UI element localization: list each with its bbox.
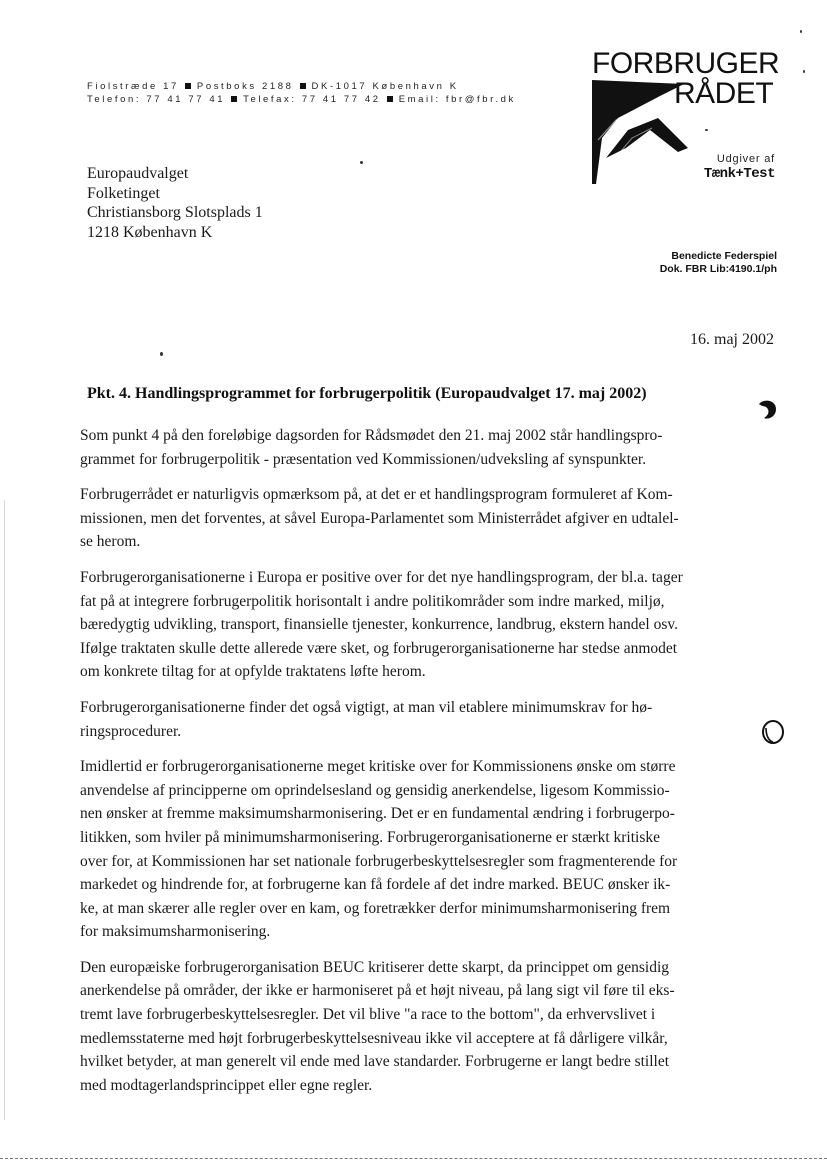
bullet-square-icon	[387, 96, 393, 102]
publisher-name: Tænk+Test	[703, 166, 775, 182]
paragraph-line: for maksimumsharmonisering.	[80, 923, 271, 941]
scan-speck	[160, 352, 163, 356]
bullet-square-icon	[300, 83, 306, 89]
bullet-square-icon	[185, 83, 191, 89]
paragraph-line: Imidlertid er forbrugerorganisationerne meget kritiske over for Kommissionens ønske om større	[80, 758, 676, 776]
publisher-label: Udgiver af	[716, 153, 775, 165]
paragraph-line: ke, at man skærer alle regler over en kam, og foretrækker derfor minimumsharmonisering frem	[80, 899, 671, 917]
recipient-address	[87, 164, 263, 242]
paragraph-line: anvendelse af principperne om oprindelsesland og gensidig anerkendelse, ligesom Kommissio-	[80, 781, 670, 799]
paragraph-line: ringsprocedurer.	[80, 722, 182, 740]
paragraph-line: anerkendelse på områder, der ikke er harmoniseret på et højt niveau, på lang sigt vil føre til eks-	[80, 982, 675, 1000]
scan-bottom-edge	[0, 1158, 827, 1159]
po-box: Postboks 2188	[196, 81, 294, 92]
body-paragraph	[80, 483, 740, 554]
paragraph-line: om konkrete tiltag for at opfylde traktatens løfte herom.	[80, 663, 426, 681]
scan-speck	[360, 161, 363, 164]
paragraph-line: over for, at Kommissionen har set nationale forbrugerbeskyttelsesregler som fragmenterende for	[80, 852, 678, 870]
logo-text-radet: RÅDET	[674, 77, 774, 110]
paragraph-line: bæredygtig udvikling, transport, finansielle tjenester, konkurrence, landbrug, ekstern handel osv.	[80, 616, 678, 634]
scan-speck	[800, 30, 802, 33]
letterhead-address	[87, 80, 516, 106]
paragraph-line: med modtagerlandsprincippet eller egne regler.	[80, 1076, 373, 1094]
punch-hole-mark-icon	[756, 398, 778, 420]
paragraph-line: nen ønsker at fremme maksimumsharmonisering. Det er en fundamental ændring i forbrugerpo-	[80, 805, 675, 823]
postal-city: DK-1017 København K	[311, 81, 459, 92]
logo-text-forbruger: FORBRUGER	[592, 47, 780, 80]
contact-line	[87, 93, 516, 106]
paragraph-line: Som punkt 4 på den foreløbige dagsorden for Rådsmødet den 21. maj 2002 står handlingspro-	[80, 427, 663, 444]
recipient-line: Folketinget	[87, 184, 160, 202]
paragraph-line: Forbrugerorganisationerne i Europa er positive over for det nye handlingsprogram, der bl.a. tager	[80, 568, 683, 586]
logo-wing-icon	[588, 78, 708, 188]
body-paragraph	[80, 696, 740, 743]
body-paragraph	[80, 755, 740, 944]
sender-name: Benedicte Federspiel	[671, 250, 777, 262]
paragraph-line: Forbrugerrådet er naturligvis opmærksom på, at det er et handlingsprogram formuleret af Kom-	[80, 486, 673, 504]
recipient-line: Christiansborg Slotsplads 1	[87, 204, 263, 221]
paragraph-line: Ifølge traktaten skulle dette allerede være sket, og forbrugerorganisationerne har stedse anmodet	[80, 639, 678, 657]
paragraph-line: missionen, men det forventes, at såvel Europa-Parlamentet som Ministerrådet afgiver en udtalel-	[80, 509, 679, 527]
letter-body	[80, 424, 740, 1109]
scan-speck	[705, 129, 708, 131]
fax: Telefax: 77 41 77 42	[243, 94, 381, 105]
paragraph-line: se herom.	[80, 533, 141, 551]
paragraph-line: hvilket betyder, at man generelt vil ende med lave standarder. Forbrugerne er langt bedre stillet	[80, 1053, 670, 1071]
paragraph-line: markedet og hindrende for, at forbrugerne kan få fordele af det indre marked. BEUC ønsker ik-	[80, 876, 671, 894]
email: Email: fbr@fbr.dk	[398, 94, 516, 105]
sender-block	[660, 250, 777, 276]
phone: Telefon: 77 41 77 41	[87, 94, 226, 105]
paragraph-line: medlemsstaterne med højt forbrugerbeskyttelsesniveau ikke vil acceptere at få dårligere vilkår,	[80, 1029, 668, 1047]
document-reference: Dok. FBR Lib:4190.1/ph	[659, 263, 777, 275]
paragraph-line: grammet for forbrugerpolitik - præsentation ved Kommissionen/udveksling af synspunkter.	[80, 450, 647, 468]
street-address: Fiolstræde 17	[87, 81, 179, 92]
publisher-block	[704, 152, 775, 182]
bullet-square-icon	[231, 96, 237, 102]
punch-hole-outline-icon	[760, 718, 786, 746]
letter-subject: Pkt. 4. Handlingsprogrammet for forbrugerpolitik (Europaudvalget 17. maj 2002)	[87, 385, 647, 402]
paragraph-line: Forbrugerorganisationerne finder det også vigtigt, at man vil etablere minimumskrav for hø-	[80, 698, 653, 716]
paragraph-line: tremt lave forbrugerbeskyttelsesregler. Det vil blive "a race to the bottom", da erhvervslivet i	[80, 1006, 656, 1024]
paragraph-line: Den europæiske forbrugerorganisation BEUC kritiserer dette skarpt, da princippet om gensidig	[80, 958, 669, 976]
paragraph-line: fat på at integrere forbrugerpolitik horisontalt i andre politikområder som indre marked, miljø,	[80, 592, 665, 610]
paragraph-line: litikken, som hviler på minimumsharmonisering. Forbrugerorganisationerne er stærkt kritiske	[80, 828, 661, 846]
scan-edge-shadow	[4, 500, 5, 1120]
body-paragraph	[80, 566, 740, 684]
body-paragraph	[80, 424, 740, 471]
scan-speck	[803, 70, 805, 73]
recipient-line: 1218 København K	[87, 223, 213, 241]
letter-date: 16. maj 2002	[690, 331, 774, 348]
recipient-line: Europaudvalget	[87, 165, 189, 182]
address-line	[87, 80, 516, 93]
body-paragraph	[80, 956, 740, 1098]
